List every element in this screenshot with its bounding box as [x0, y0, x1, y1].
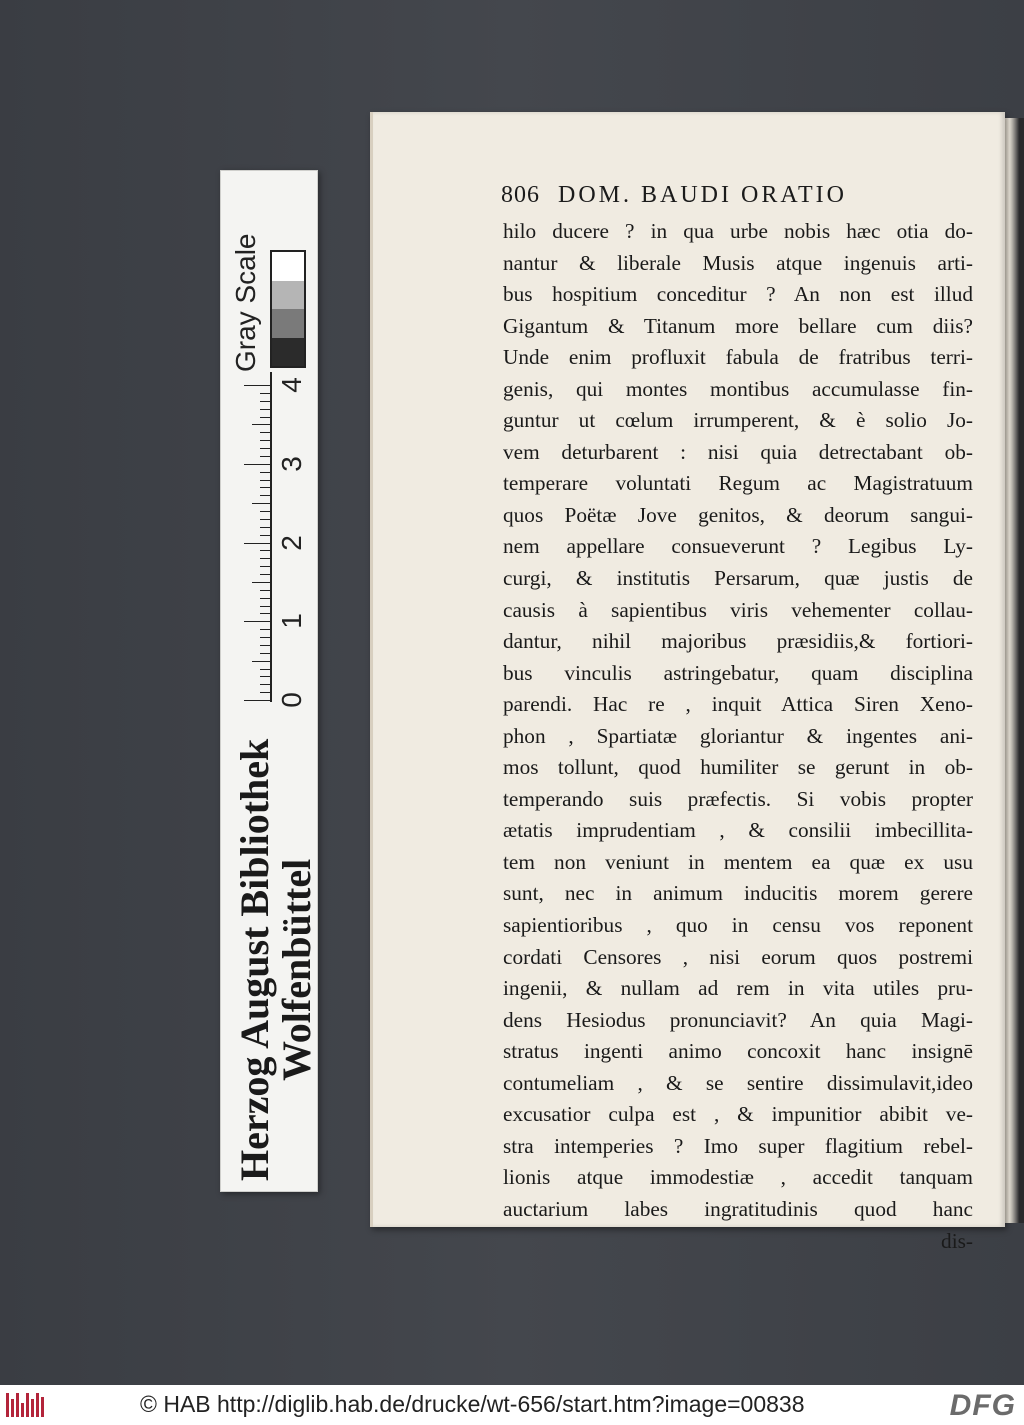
scale-tick: [260, 432, 272, 433]
scale-tick: [260, 613, 272, 614]
scale-number: 2: [275, 535, 307, 551]
text-line: ingenii, & nullam ad rem in vita utiles pru-: [503, 976, 973, 1001]
text-line: ætatis imprudentiam , & consilii imbecillita-: [503, 818, 973, 843]
gray-scale-label: Gray Scale: [230, 233, 261, 372]
scale-tick: [252, 661, 272, 662]
ruler-institution-city: Wolfenbüttel: [274, 858, 319, 1081]
gray-swatch: [272, 281, 304, 310]
text-line: lionis atque immodestiæ , accedit tanquam: [503, 1165, 973, 1190]
scale-tick: [260, 606, 272, 607]
scale-tick: [260, 440, 272, 441]
text-line: cordati Censores , nisi eorum quos postremi: [503, 944, 973, 969]
scale-tick: [260, 676, 272, 677]
scale-tick: [260, 645, 272, 646]
scale-tick: [260, 590, 272, 591]
scale-tick: [260, 456, 272, 457]
scale-tick: [260, 535, 272, 536]
text-line: vem deturbarent : nisi quia detrectabant ob-: [503, 439, 973, 464]
text-line: Unde enim profluxit fabula de fratribus terri-: [503, 345, 973, 370]
scale-tick: [260, 519, 272, 520]
text-line: temperare voluntati Regum ac Magistratuum: [503, 471, 973, 496]
text-line: quos Poëtæ Jove genitos, & deorum sangui-: [503, 502, 973, 527]
text-line: dens Hesiodus pronunciavit? An quia Magi-: [503, 1007, 973, 1032]
scale-tick: [260, 393, 272, 394]
gray-swatch: [272, 252, 304, 281]
scale-tick: [244, 464, 272, 465]
scale-tick: [252, 503, 272, 504]
text-line: genis, qui montes montibus accumulasse fin-: [503, 376, 973, 401]
scale-tick: [260, 409, 272, 410]
text-line: contumeliam , & se sentire dissimulavit,ideo: [503, 1070, 973, 1095]
text-line: bus hospitium conceditur ? An non est illud: [503, 282, 973, 307]
text-line: causis à sapientibus viris vehementer collau-: [503, 597, 973, 622]
scale-tick: [260, 669, 272, 670]
text-line: dantur, nihil majoribus præsidiis,& fortiori-: [503, 629, 973, 654]
scale-tick: [260, 692, 272, 693]
hab-logo-icon: [6, 1393, 44, 1417]
running-title: DOM. BAUDI ORATIO: [558, 182, 847, 208]
scale-tick: [260, 574, 272, 575]
scale-tick: [260, 448, 272, 449]
ruler-institution-name: Herzog August Bibliothek: [232, 738, 277, 1181]
scale-tick: [244, 385, 272, 386]
text-line: curgi, & institutis Persarum, quæ justis de: [503, 566, 973, 591]
scale-tick: [260, 527, 272, 528]
text-line: bus vinculis astringebatur, quam disciplina: [503, 660, 973, 685]
scale-tick: [260, 417, 272, 418]
scale-tick: [260, 495, 272, 496]
text-line: Gigantum & Titanum more bellare cum diis?: [503, 313, 973, 338]
text-line: tem non veniunt in mentem ea quæ ex usu: [503, 849, 973, 874]
footer-credit-link[interactable]: © HAB http://diglib.hab.de/drucke/wt-656/start.htm?image=00838: [140, 1391, 805, 1417]
scale-tick: [244, 543, 272, 544]
text-line: temperando suis præfectis. Si vobis propter: [503, 786, 973, 811]
scale-tick: [260, 511, 272, 512]
page-body-text: [503, 216, 973, 1257]
scale-tick: [244, 700, 272, 701]
gray-swatch: [272, 309, 304, 338]
catchword: dis-: [941, 1228, 973, 1253]
text-line: guntur ut cœlum irrumperent, & è solio Jo-: [503, 408, 973, 433]
text-line: stratus ingenti animo concoxit hanc insignē: [503, 1039, 973, 1064]
text-line: phon , Spartiatæ gloriantur & ingentes ani-: [503, 723, 973, 748]
scale-tick: [244, 621, 272, 622]
scale-tick: [260, 637, 272, 638]
text-line: excusatior culpa est , & impunitior abibit ve-: [503, 1102, 973, 1127]
scale-tick: [260, 653, 272, 654]
scale-tick: [260, 598, 272, 599]
text-line: stra intemperies ? Imo super flagitium rebel-: [503, 1133, 973, 1158]
text-line: hilo ducere ? in qua urbe nobis hæc otia do-: [503, 219, 973, 243]
scale-tick: [260, 566, 272, 567]
scale-tick: [260, 558, 272, 559]
scale-tick: [260, 550, 272, 551]
text-line: nantur & liberale Musis atque ingenuis arti-: [503, 250, 973, 275]
scale-number: 4: [275, 377, 307, 393]
scale-number: 1: [275, 613, 307, 629]
scale-tick: [252, 424, 272, 425]
scale-number: 0: [275, 692, 307, 708]
scale-tick: [260, 472, 272, 473]
page-number: 806: [501, 182, 540, 208]
running-head: [501, 182, 847, 209]
scale-tick: [260, 684, 272, 685]
gray-swatch: [272, 338, 304, 367]
scale-tick: [260, 401, 272, 402]
text-line: sunt, nec in animum inducitis morem gerere: [503, 881, 973, 906]
book-page: [370, 112, 1005, 1253]
scale-number: 3: [275, 456, 307, 472]
scale-tick: [260, 487, 272, 488]
scale-tick: [252, 582, 272, 583]
footer-bar: [0, 1385, 1024, 1425]
scale-tick: [260, 480, 272, 481]
gray-scale-swatches: [270, 250, 306, 368]
dfg-logo: DFG: [949, 1389, 1016, 1422]
scale-tick: [260, 629, 272, 630]
text-line: sapientioribus , quo in censu vos reponent: [503, 913, 973, 938]
text-line: nem appellare consueverunt ? Legibus Ly-: [503, 534, 973, 559]
text-line: mos tollunt, quod humiliter se gerunt in ob-: [503, 755, 973, 780]
text-line: auctarium labes ingratitudinis quod hanc: [503, 1196, 973, 1221]
text-line: parendi. Hac re , inquit Attica Siren Xeno-: [503, 692, 973, 717]
